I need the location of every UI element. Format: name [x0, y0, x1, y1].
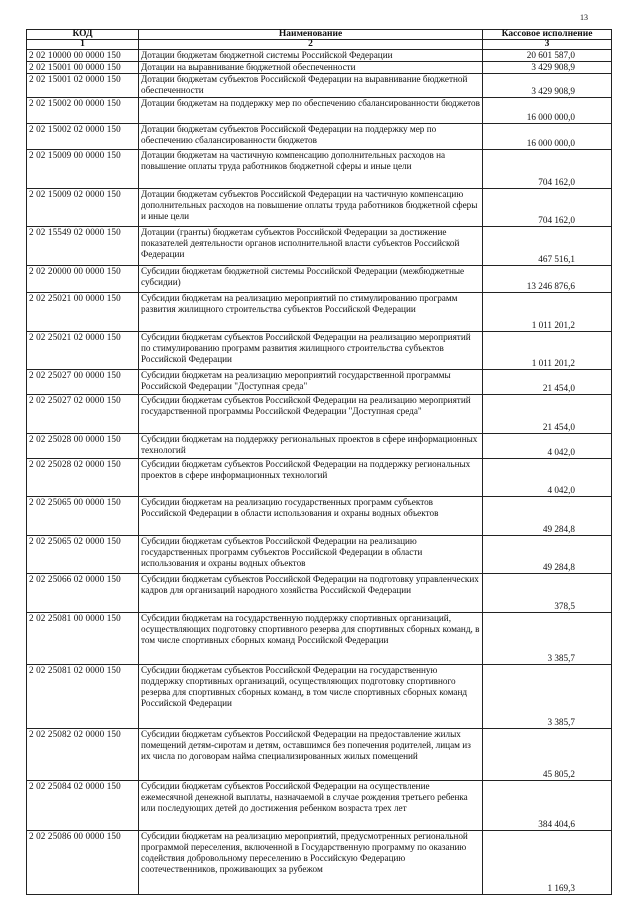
name-cell: Субсидии бюджетам субъектов Российской Федерации на реализацию мероприятий государственной программы Российской Федерации "Доступная среда" — [139, 395, 483, 434]
table-row — [27, 497, 612, 536]
table-row — [27, 459, 612, 497]
code-cell: 2 02 25082 02 0000 150 — [27, 729, 139, 781]
amount-cell: 21 454,0 — [483, 370, 612, 395]
table-row — [27, 613, 612, 665]
code-cell: 2 02 15549 02 0000 150 — [27, 227, 139, 266]
name-cell: Субсидии бюджетам субъектов Российской Федерации на осуществление ежемесячной денежной выплаты, назначаемой в случае рождения третьего ребенка или последующих детей до достижения ребенком возраста трех лет — [139, 781, 483, 831]
name-cell: Субсидии бюджетам субъектов Российской Федерации на предоставление жилых помещений детям-сиротам и детям, оставшимся без попечения родителей, лицам из их числа по договорам найма специализированных жилых помещений — [139, 729, 483, 781]
code-cell: 2 02 25081 00 0000 150 — [27, 613, 139, 665]
name-cell: Субсидии бюджетам субъектов Российской Федерации на поддержку региональных проектов в сфере информационных технологий — [139, 459, 483, 497]
amount-cell: 1 169,3 — [483, 831, 612, 895]
name-cell: Субсидии бюджетам на реализацию мероприятий государственной программы Российской Федерации "Доступная среда" — [139, 370, 483, 395]
name-cell: Дотации бюджетам субъектов Российской Федерации на частичную компенсацию дополнительных расходов на повышение оплаты труда работников бюджетной сферы и иные цели — [139, 189, 483, 227]
name-cell: Субсидии бюджетам на государственную поддержку спортивных организаций, осуществляющих подготовку спортивного резерва для спортивных сборных команд, в том числе спортивных сборных команд Российской Федерации — [139, 613, 483, 665]
code-cell: 2 02 10000 00 0000 150 — [27, 50, 139, 62]
name-cell: Дотации бюджетам субъектов Российской Федерации на выравнивание бюджетной обеспеченности — [139, 74, 483, 98]
budget-table — [26, 29, 612, 895]
name-cell: Дотации бюджетам на частичную компенсацию дополнительных расходов на повышение оплаты труда работников бюджетной сферы и иные цели — [139, 150, 483, 189]
column-number: 2 — [139, 40, 483, 50]
table-row — [27, 98, 612, 124]
table-row — [27, 227, 612, 266]
table-row — [27, 370, 612, 395]
table-row — [27, 124, 612, 150]
column-number: 1 — [27, 40, 139, 50]
table-row — [27, 189, 612, 227]
table-row — [27, 434, 612, 459]
code-cell: 2 02 25028 00 0000 150 — [27, 434, 139, 459]
amount-cell: 4 042,0 — [483, 434, 612, 459]
table-row — [27, 831, 612, 895]
amount-cell: 45 805,2 — [483, 729, 612, 781]
name-cell: Субсидии бюджетам бюджетной системы Российской Федерации (межбюджетные субсидии) — [139, 266, 483, 293]
name-cell: Субсидии бюджетам на реализацию мероприятий, предусмотренных региональной программой переселения, включенной в Государственную программу по оказанию содействия добровольному переселению в Российскую Федерацию соотечественников, проживающих за рубежом — [139, 831, 483, 895]
name-cell: Дотации бюджетам на поддержку мер по обеспечению сбалансированности бюджетов — [139, 98, 483, 124]
table-row — [27, 395, 612, 434]
amount-cell: 20 601 587,0 — [483, 50, 612, 62]
code-cell: 2 02 25084 02 0000 150 — [27, 781, 139, 831]
name-cell: Субсидии бюджетам на реализацию государственных программ субъектов Российской Федерации в области использования и охраны водных объектов — [139, 497, 483, 536]
name-cell: Субсидии бюджетам субъектов Российской Федерации на государственную поддержку спортивных организаций, осуществляющих подготовку спортивного резерва для спортивных сборных команд, в том числе спортивных сборных команд Российской Федерации — [139, 665, 483, 729]
amount-cell: 16 000 000,0 — [483, 124, 612, 150]
code-cell: 2 02 25027 02 0000 150 — [27, 395, 139, 434]
code-cell: 2 02 25086 00 0000 150 — [27, 831, 139, 895]
code-cell: 2 02 25066 02 0000 150 — [27, 574, 139, 613]
code-cell: 2 02 20000 00 0000 150 — [27, 266, 139, 293]
amount-cell: 4 042,0 — [483, 459, 612, 497]
amount-cell: 1 011 201,2 — [483, 293, 612, 332]
code-cell: 2 02 15009 00 0000 150 — [27, 150, 139, 189]
code-cell: 2 02 25021 00 0000 150 — [27, 293, 139, 332]
amount-cell: 467 516,1 — [483, 227, 612, 266]
code-cell: 2 02 15002 02 0000 150 — [27, 124, 139, 150]
name-cell: Субсидии бюджетам субъектов Российской Федерации на реализацию мероприятий по стимулированию программ развития жилищного строительства субъектов Российской Федерации — [139, 332, 483, 370]
name-cell: Дотации бюджетам субъектов Российской Федерации на поддержку мер по обеспечению сбалансированности бюджетов — [139, 124, 483, 150]
code-cell: 2 02 15009 02 0000 150 — [27, 189, 139, 227]
amount-cell: 3 429 908,9 — [483, 62, 612, 74]
amount-cell: 3 385,7 — [483, 613, 612, 665]
table-row — [27, 665, 612, 729]
amount-cell: 384 404,6 — [483, 781, 612, 831]
amount-cell: 1 011 201,2 — [483, 332, 612, 370]
name-cell: Дотации бюджетам бюджетной системы Российской Федерации — [139, 50, 483, 62]
header-row — [27, 30, 612, 40]
table-row — [27, 74, 612, 98]
amount-cell: 704 162,0 — [483, 189, 612, 227]
table-row — [27, 266, 612, 293]
amount-cell: 378,5 — [483, 574, 612, 613]
name-cell: Дотации (гранты) бюджетам субъектов Российской Федерации за достижение показателей деятельности органов исполнительной власти субъектов Российской Федерации — [139, 227, 483, 266]
amount-cell: 704 162,0 — [483, 150, 612, 189]
table-row — [27, 332, 612, 370]
table-row — [27, 781, 612, 831]
code-cell: 2 02 25021 02 0000 150 — [27, 332, 139, 370]
amount-cell: 21 454,0 — [483, 395, 612, 434]
code-cell: 2 02 15002 00 0000 150 — [27, 98, 139, 124]
table-row — [27, 50, 612, 62]
code-cell: 2 02 25027 00 0000 150 — [27, 370, 139, 395]
name-cell: Дотации на выравнивание бюджетной обеспеченности — [139, 62, 483, 74]
page-number: 13 — [580, 13, 588, 22]
column-header-name: Наименование — [139, 30, 483, 40]
table-row — [27, 62, 612, 74]
name-cell: Субсидии бюджетам на поддержку региональных проектов в сфере информационных технологий — [139, 434, 483, 459]
code-cell: 2 02 15001 00 0000 150 — [27, 62, 139, 74]
name-cell: Субсидии бюджетам на реализацию мероприятий по стимулированию программ развития жилищного строительства субъектов Российской Федерации — [139, 293, 483, 332]
table-row — [27, 536, 612, 574]
amount-cell: 49 284,8 — [483, 497, 612, 536]
code-cell: 2 02 25028 02 0000 150 — [27, 459, 139, 497]
code-cell: 2 02 25065 02 0000 150 — [27, 536, 139, 574]
code-cell: 2 02 15001 02 0000 150 — [27, 74, 139, 98]
amount-cell: 49 284,8 — [483, 536, 612, 574]
column-header-amount: Кассовое исполнение — [483, 30, 612, 40]
table-row — [27, 150, 612, 189]
code-cell: 2 02 25065 00 0000 150 — [27, 497, 139, 536]
amount-cell: 3 385,7 — [483, 665, 612, 729]
name-cell: Субсидии бюджетам субъектов Российской Федерации на реализацию государственных программ субъектов Российской Федерации в области использования и охраны водных объектов — [139, 536, 483, 574]
table-row — [27, 293, 612, 332]
name-cell: Субсидии бюджетам субъектов Российской Федерации на подготовку управленческих кадров для организаций народного хозяйства Российской Федерации — [139, 574, 483, 613]
column-number: 3 — [483, 40, 612, 50]
table-row — [27, 574, 612, 613]
column-number-row — [27, 40, 612, 50]
code-cell: 2 02 25081 02 0000 150 — [27, 665, 139, 729]
amount-cell: 16 000 000,0 — [483, 98, 612, 124]
amount-cell: 3 429 908,9 — [483, 74, 612, 98]
table-row — [27, 729, 612, 781]
amount-cell: 13 246 876,6 — [483, 266, 612, 293]
column-header-code: КОД — [27, 30, 139, 40]
